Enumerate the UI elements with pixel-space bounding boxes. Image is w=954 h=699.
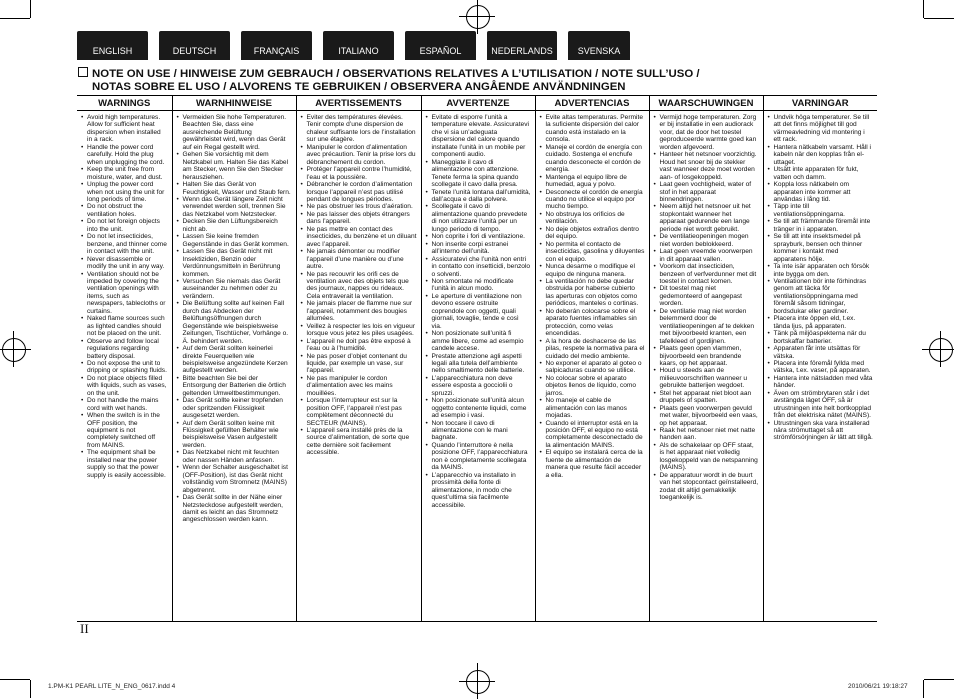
warning-item: • Laat geen vochtigheid, water of stof in het apparaat binnendringen. <box>654 181 759 203</box>
warning-item: • Ventilationen bör inte förhindras genom att täcka för ventilationsöppningarna med föremål såsom tidningar, bordsdukar eller gardiner. <box>768 278 874 315</box>
warning-item: • Vermijd hoge temperaturen. Zorg er bij installatie in een audiorack voor, dat de door het toestel geproduceerde warmte goed kan worden afgevoerd. <box>654 114 759 151</box>
warning-item: • Neem altijd het netsnoer uit het stopkontakt wanneer het apparaat gedurende een lange periode niet wordt gebruikt. <box>654 203 759 233</box>
warning-item: • De ventilatieopeningen mogen niet worden beblokkeerd. <box>654 233 759 248</box>
warning-item: • Do not expose the unit to dripping or splashing fluids. <box>81 360 168 375</box>
warning-list <box>301 114 417 457</box>
warning-item: • Ne pas mettre en contact des insecticides, du benzène et un diluant avec l’appareil. <box>301 226 417 248</box>
warning-item: • No exponer el aparato al goteo o salpicaduras cuando se utilice. <box>540 360 645 375</box>
warning-item: • Ne pas manipuler le cordon d’alimentation avec les mains mouillées. <box>301 375 417 397</box>
warning-item: • Placera inte öppen eld, t.ex. tända ljus, på apparaten. <box>768 315 874 330</box>
warning-item: • Ne pas obstruer les trous d’aération. <box>301 203 417 210</box>
column-header-advertencias: ADVERTENCIAS <box>535 96 649 111</box>
tab-deutsch[interactable]: DEUTSCH <box>159 31 230 60</box>
column-header-avertissements: AVERTISSEMENTS <box>296 96 421 111</box>
warning-item: • Assicuratevi che l’unità non entri in contatto con insetticidi, benzolo o solventi. <box>426 256 531 278</box>
warning-item: • When the switch is in the OFF position, the equipment is not completely switched off from MAINS. <box>81 412 168 449</box>
warning-item: • Vermeiden Sie hohe Temperaturen. Beachten Sie, dass eine ausreichende Belüftung gewährleistet wird, wenn das Gerät auf ein Regal gestellt wird. <box>177 114 292 151</box>
warning-item: • Non coprite i fori di ventilazione. <box>426 233 531 240</box>
column-header-warnings: WARNINGS <box>77 96 172 111</box>
warning-item: • Scollegate il cavo di alimentazione quando prevedete di non utilizzare l’unità per un lungo periodo di tempo. <box>426 203 531 233</box>
warning-item: • Wenn der Schalter ausgeschaltet ist (OFF-Position), ist das Gerät nicht vollständig vom Stromnetz (MAINS) abgetrennt. <box>177 464 292 494</box>
warning-item: • Maneggiate il cavo di alimentazione con attenzione. Tenete ferma la spina quando scollegate il cavo dalla presa. <box>426 159 531 189</box>
warning-item: • Die Belüftung sollte auf keinen Fall durch das Abdecken der Belüftungsöffnungen durch Gegenstände wie beispielsweise Zeitungen, Tischtücher, Vorhänge o. Ä. behindert werden. <box>177 300 292 345</box>
warning-list <box>177 114 292 524</box>
warning-item: • Prestate attenzione agli aspetti legali alla tutela dell’ambiente nello smaltimento delle batterie. <box>426 353 531 375</box>
warning-list <box>81 114 168 479</box>
warning-item: • Handle the power cord carefully. Hold the plug when unplugging the cord. <box>81 144 168 166</box>
warnings-table <box>77 95 877 622</box>
warning-item: • Undvik höga temperaturer. Se till att det finns möjlighet till god värmeavledning vid montering i ett rack. <box>768 114 874 144</box>
warning-item: • No permita el contacto de insecticidas, gasolina y diluyentes con el equipo. <box>540 241 645 263</box>
warning-list <box>540 114 645 479</box>
heading-line-2: NOTAS SOBRE EL USO / ALVORENS TE GEBRUIKEN / OBSERVERA ANGÅENDE ANVÄNDNINGEN <box>92 81 626 93</box>
column-francais <box>296 111 421 622</box>
page-number: II <box>80 621 89 636</box>
warning-item: • Auf dem Gerät sollten keine mit Flüssigkeit gefüllten Behälter wie beispielsweise Vasen aufgestellt werden. <box>177 420 292 450</box>
warning-item: • Evitate di esporre l’unità a temperature elevate. Assicuratevi che vi sia un’adeguata dispersione del calore quando installate l’unità in un mobile per componenti audio. <box>426 114 531 159</box>
warning-item: • Tenete l’unità lontana dall’umidità, dall’acqua e dalla polvere. <box>426 189 531 204</box>
registration-mark-top <box>466 5 490 29</box>
warning-item: • Non posizionate sull’unità alcun oggetto contenente liquidi, come ad esempio i vasi. <box>426 397 531 419</box>
warning-item: • La ventilación no debe quedar obstruida por haberse cubierto las aperturas con objetos como periódicos, manteles o cortinas. <box>540 278 645 308</box>
warning-item: • Do not place objects filled with liquids, such as vases, on the unit. <box>81 375 168 397</box>
warning-item: • El equipo se instalará cerca de la fuente de alimentación de manera que resulte fácil acceder a ella. <box>540 449 645 479</box>
warning-item: • Unplug the power cord when not using the unit for long periods of time. <box>81 181 168 203</box>
warning-item: • Do not handle the mains cord with wet hands. <box>81 397 168 412</box>
warning-item: • Halten Sie das Gerät von Feuchtigkeit, Wasser und Staub fern. <box>177 181 292 196</box>
warning-item: • No obstruya los orificios de ventilación. <box>540 211 645 226</box>
warning-item: • Koppla loss nätkabeln om apparaten inte kommer att användas i lång tid. <box>768 181 874 203</box>
warning-item: • Do not let insecticides, benzene, and thinner come in contact with the unit. <box>81 233 168 255</box>
footer-file-info: 1.PM-K1 PEARL LITE_N_ENG_0617.indd 4 <box>48 683 176 690</box>
column-header-warnhinweise: WARNHINWEISE <box>172 96 296 111</box>
column-english <box>77 111 172 622</box>
tab-english[interactable]: ENGLISH <box>77 31 148 60</box>
warning-item: • Hantera inte nätsladden med våta händer. <box>768 375 874 390</box>
warning-item: • Plaats geen open vlammen, bijvoorbeeld een brandende kaars, op het apparaat. <box>654 345 759 367</box>
warning-item: • Non toccare il cavo di alimentazione con le mani bagnate. <box>426 420 531 442</box>
warning-item: • The equipment shall be installed near the power supply so that the power supply is easily accessible. <box>81 449 168 479</box>
warning-item: • Auf dem Gerät sollten keinerlei direkte Feuerquellen wie beispielsweise angezündete Kerzen aufgestellt werden. <box>177 345 292 375</box>
warning-item: • Keep the unit free from moisture, water, and dust. <box>81 166 168 181</box>
warning-item: • Als de schakelaar op OFF staat, is het apparaat niet volledig losgekoppeld van de netspanning (MAINS). <box>654 442 759 472</box>
heading-line-1: NOTE ON USE / HINWEISE ZUM GEBRAUCH / OBSERVATIONS RELATIVES A L’UTILISATION / NOTE SULL’USO / <box>92 68 700 80</box>
warning-item: • Cuando el interruptor está en la posición OFF, el equipo no está completamente desconectado de la alimentación MAINS. <box>540 420 645 450</box>
warning-item: • Le aperture di ventilazione non devono essere ostruite coprendole con oggetti, quali giornali, tovaglie, tende e così via. <box>426 293 531 330</box>
warning-item: • Das Gerät sollte keiner tropfenden oder spritzenden Flüssigkeit ausgesetzt werden. <box>177 397 292 419</box>
registration-mark-bottom <box>466 670 490 694</box>
warning-item: • Dit toestel mag niet gedemonteerd of aangepast worden. <box>654 285 759 307</box>
warning-item: • Täpp inte till ventilationsöppningarna. <box>768 203 874 218</box>
warning-item: • Maneje el cordón de energía con cuidado. Sostenga el enchufe cuando desconecte el cordón de energía. <box>540 144 645 174</box>
warning-item: • Utrustningen ska vara installerad nära strömuttaget så att strömförsörjningen är lätt att tillgå. <box>768 420 874 442</box>
warning-item: • Naked flame sources such as lighted candles should not be placed on the unit. <box>81 315 168 337</box>
warning-item: • Das Gerät sollte in der Nähe einer Netzsteckdose aufgestellt werden, damit es leicht an das Stromnetz angeschlossen werden kann. <box>177 494 292 524</box>
warning-item: • No maneje el cable de alimentación con las manos mojadas. <box>540 397 645 419</box>
warning-item: • No deberán colocarse sobre el aparato fuentes inflamables sin protección, como velas encendidas. <box>540 308 645 338</box>
column-espanol <box>535 111 649 622</box>
warning-item: • L’appareil ne doit pas être exposé à l’eau ou à l’humidité. <box>301 338 417 353</box>
warning-item: • Protéger l’appareil contre l’humidité, l’eau et la poussière. <box>301 166 417 181</box>
warning-item: • Ne pas recouvrir les orifi ces de ventilation avec des objets tels que des journaux, nappes ou rideaux. Cela entraverait la ventilation. <box>301 271 417 301</box>
warning-item: • Lorsque l’interrupteur est sur la position OFF, l’appareil n’est pas complètement déconnecté du SECTEUR (MAINS). <box>301 397 417 427</box>
warning-item: • Ta inte isär apparaten och försök inte bygga om den. <box>768 263 874 278</box>
warning-item: • Placera inte föremål fyllda med vätska, t.ex. vaser, på apparaten. <box>768 360 874 375</box>
warning-item: • Bitte beachten Sie bei der Entsorgung der Batterien die örtlich geltenden Umweltbestimmungen. <box>177 375 292 397</box>
column-italiano <box>421 111 535 622</box>
column-header-waarschuwingen: WAARSCHUWINGEN <box>649 96 763 111</box>
warning-item: • Do not let foreign objects into the unit. <box>81 218 168 233</box>
tab-espanol[interactable]: ESPAÑOL <box>405 31 476 60</box>
warning-item: • Se till att inte insektsmedel på sprayburk, bensen och thinner kommer i kontakt med apparatens hölje. <box>768 233 874 263</box>
warning-item: • A la hora de deshacerse de las pilas, respete la normativa para el cuidado del medio ambiente. <box>540 338 645 360</box>
warning-item: • Non inserite corpi estranei all’interno dell’unità. <box>426 241 531 256</box>
warning-item: • Lassen Sie das Gerät nicht mit Insektiziden, Benzin oder Verdünnungsmitteln in Berührung kommen. <box>177 248 292 278</box>
column-svenska <box>763 111 877 622</box>
warning-item: • L’apparecchiatura non deve essere esposta a gocciolii o spruzzi. <box>426 375 531 397</box>
column-header-avvertenze: AVVERTENZE <box>421 96 535 111</box>
warning-item: • Veillez à respecter les lois en vigueur lorsque vous jetez les piles usagées. <box>301 323 417 338</box>
warning-item: • Även om strömbrytaren står i det avstängda läget OFF, så är utrustningen inte helt bortkopplad från det elektriska nätet (MAINS). <box>768 390 874 420</box>
warning-item: • De apparatuur wordt in de buurt van het stopcontact geïnstalleerd, zodat dit altijd gemakkelijk toegankelijk is. <box>654 472 759 502</box>
warning-item: • L’apparecchio va installato in prossimità della fonte di alimentazione, in modo che quest’ultima sia facilmente accessibile. <box>426 472 531 509</box>
column-nederlands <box>649 111 763 622</box>
warning-item: • Apparaten får inte utsättas för vätska. <box>768 345 874 360</box>
column-header-varningar: VARNINGAR <box>763 96 877 111</box>
warning-item: • Evite altas temperaturas. Permite la suficiente dispersión del calor cuando está instalado en la consola. <box>540 114 645 144</box>
warning-item: • Manipuler le cordon d’alimentation avec précaution. Tenir la prise lors du débranchement du cordon. <box>301 144 417 166</box>
warning-item: • Plaats geen voorwerpen gevuld met water, bijvoorbeeld een vaas, op het apparaat. <box>654 405 759 427</box>
warning-item: • Do not obstruct the ventilation holes. <box>81 203 168 218</box>
section-heading <box>78 67 700 94</box>
warning-item: • No deje objetos extraños dentro del equipo. <box>540 226 645 241</box>
warning-item: • Non posizionate sull’unità fi amme libere, come ad esempio candele accese. <box>426 330 531 352</box>
warning-item: • Quando l’interruttore è nella posizione OFF, l’apparecchiatura non è completamente scollegata da MAINS. <box>426 442 531 472</box>
registration-mark-left <box>2 338 26 362</box>
warning-item: • Débrancher le cordon d’alimentation lorsque l’appareil n’est pas utilisé pendant de longues périodes. <box>301 181 417 203</box>
warning-item: • Lassen Sie keine fremden Gegenstände in das Gerät kommen. <box>177 233 292 248</box>
warning-item: • Observe and follow local regulations regarding battery disposal. <box>81 338 168 360</box>
warning-item: • Raak het netsnoer niet met natte handen aan. <box>654 427 759 442</box>
warning-item: • Voorkom dat insecticiden, benzeen of verfverdunner met dit toestel in contact komen. <box>654 263 759 285</box>
warning-list <box>768 114 874 442</box>
warning-item: • Desconecte el cordón de energía cuando no utilice el equipo por mucho tiempo. <box>540 189 645 211</box>
warning-item: • Eviter des températures élevées. Tenir compte d’une dispersion de chaleur suffisante lors de l’installation sur une étagère. <box>301 114 417 144</box>
warning-item: • Non smontate né modificate l’unità in alcun modo. <box>426 278 531 293</box>
language-tabs <box>77 31 630 60</box>
warning-item: • Decken Sie den Lüftungsbereich nicht ab. <box>177 218 292 233</box>
warning-item: • No colocar sobre el aparato objetos llenos de líquido, como jarros. <box>540 375 645 397</box>
warning-list <box>426 114 531 509</box>
checkbox-icon <box>78 67 88 77</box>
warning-list <box>654 114 759 502</box>
warning-item: • Mantenga el equipo libre de humedad, agua y polvo. <box>540 174 645 189</box>
warning-item: • Laat geen vreemde voorwerpen in dit apparaat vallen. <box>654 248 759 263</box>
warning-item: • Hanteer het netsnoer voorzichtig. Houd het snoer bij de stekker vast wanneer deze moet worden aan- of losgekoppeld. <box>654 151 759 181</box>
warning-item: • L’appareil sera installé près de la source d’alimentation, de sorte que cette dernière soit facilement accessible. <box>301 427 417 457</box>
warning-item: • Versuchen Sie niemals das Gerät auseinander zu nehmen oder zu verändern. <box>177 278 292 300</box>
warning-item: • Stel het apparaat niet bloot aan druppels of spatten. <box>654 390 759 405</box>
warning-item: • Hantera nätkabeln varsamt. Håll i kabeln när den kopplas från el-uttaget. <box>768 144 874 166</box>
warning-item: • Se till att främmande föremål inte tränger in i apparaten. <box>768 218 874 233</box>
tab-nederlands[interactable]: NEDERLANDS <box>487 31 557 60</box>
warning-item: • Never disassemble or modify the unit in any way. <box>81 256 168 271</box>
tab-francais[interactable]: FRANÇAIS <box>241 31 312 60</box>
warning-item: • Ne pas laisser des objets étrangers dans l’appareil. <box>301 211 417 226</box>
warning-item: • Avoid high temperatures. Allow for sufficient heat dispersion when installed in a rack. <box>81 114 168 144</box>
warning-item: • Tänk på miljöaspekterna när du bortskaffar batterier. <box>768 330 874 345</box>
warning-item: • Ventilation should not be impeded by covering the ventilation openings with items, such as newspapers, tablecloths or curtains. <box>81 271 168 316</box>
warning-item: • Ne pas poser d’objet contenant du liquide, par exemple un vase, sur l’appareil. <box>301 353 417 375</box>
warning-item: • Houd u steeds aan de milieuvoorschriften wanneer u gebruikte batterijen wegdoet. <box>654 367 759 389</box>
tab-svenska[interactable]: SVENSKA <box>568 31 630 60</box>
warning-item: • Utsätt inte apparaten för fukt, vatten och damm. <box>768 166 874 181</box>
footer-timestamp: 2010/06/21 19:18:27 <box>848 683 908 690</box>
registration-mark-right <box>929 338 953 362</box>
column-deutsch <box>172 111 296 622</box>
warning-item: • Ne jamais placer de flamme nue sur l’appareil, notamment des bougies allumées. <box>301 300 417 322</box>
warning-item: • De ventilatie mag niet worden belemmerd door de ventilatieopeningen af te dekken met bijvoorbeeld kranten, een tafelkleed of gordijnen. <box>654 308 759 345</box>
warning-item: • Gehen Sie vorsichtig mit dem Netzkabel um. Halten Sie das Kabel am Stecker, wenn Sie den Stecker herausziehen. <box>177 151 292 181</box>
warning-item: • Wenn das Gerät längere Zeit nicht verwendet werden soll, trennen Sie das Netzkabel vom Netzstecker. <box>177 196 292 218</box>
warning-item: • Das Netzkabel nicht mit feuchten oder nassen Händen anfassen. <box>177 449 292 464</box>
warning-item: • Nunca desarme o modifique el equipo de ninguna manera. <box>540 263 645 278</box>
warning-item: • Ne jamais démonter ou modifier l’appareil d’une manière ou d’une autre. <box>301 248 417 270</box>
tab-italiano[interactable]: ITALIANO <box>323 31 394 60</box>
